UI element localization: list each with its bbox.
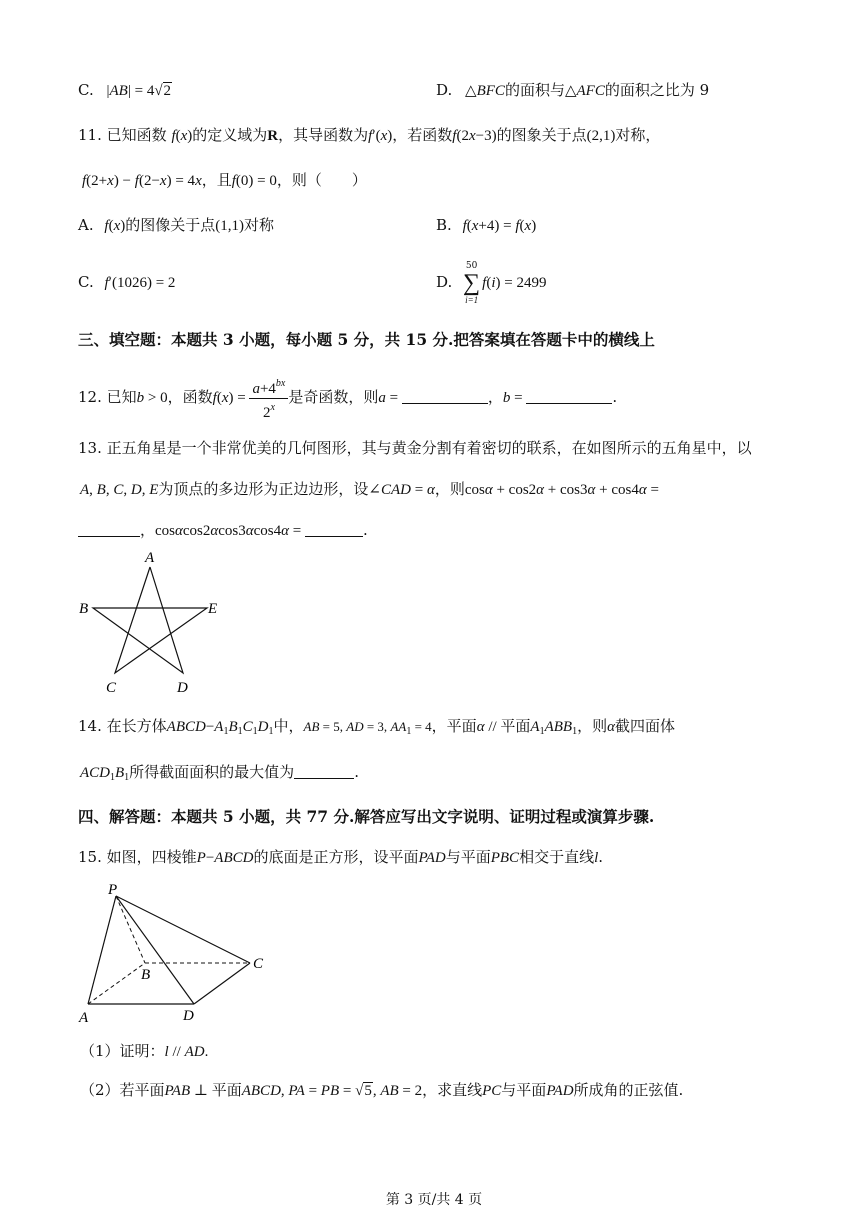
- q10-option-d: D. △BFC的面积与△AFC的面积之比为 9: [436, 81, 710, 99]
- q13-stem-line1: 13. 正五角星是一个非常优美的几何图形，其与黄金分割有着密切的联系，在如图所示的五角星中，以: [78, 439, 752, 457]
- edge-pa: [88, 896, 116, 1004]
- pentagram-figure: [70, 545, 230, 695]
- q15-part2: （2）若平面PAB ⊥ 平面ABCD, PA = PB = √5, AB = 2，求直线PC与平面PAD所成角的正弦值.: [80, 1081, 684, 1099]
- label-d: D: [177, 680, 188, 695]
- label-e: E: [208, 601, 218, 617]
- label-d: D: [183, 1008, 194, 1024]
- q11-option-c: C. f′(1026) = 2: [78, 273, 176, 291]
- section-4-title: 四、解答题：本题共 5 小题，共 77 分.解答应写出文字说明、证明过程或演算步骤.: [78, 807, 655, 826]
- label-a: A: [79, 1010, 89, 1026]
- q13-stem-line2: A, B, C, D, E为顶点的多边形为正边边形，设∠CAD = α，则cosα + cos2α + cos3α + cos4α =: [80, 480, 659, 498]
- q15-part1: （1）证明：l // AD.: [80, 1042, 209, 1060]
- q11-option-d: D. 50 ∑ i=1 f(i) = 2499: [436, 261, 547, 305]
- label-c: C: [106, 680, 117, 695]
- q11-stem-line2: f(2+x) − f(2−x) = 4x，且f(0) = 0，则（ ）: [82, 171, 367, 189]
- pyramid-figure: [70, 878, 280, 1028]
- label-p: P: [108, 882, 118, 898]
- q13-stem-line3: ，cosαcos2αcos3αcos4α = .: [78, 519, 368, 542]
- edge-pc: [116, 896, 250, 963]
- q14-stem-line2: $ACD_1B_1$所得截面面积的最大值为 .: [80, 763, 359, 783]
- q12-stem: 12. 已知b > 0，函数f(x) = $\frac{a+4^{bx}}{2^x}$ 是奇函数，则a = ，b = .: [78, 374, 617, 422]
- q11-stem-line1: 11. 已知函数 f(x)的定义域为R，其导函数为f′(x)，若函数f(2x−3)的图象关于点(2,1)对称，: [78, 126, 661, 144]
- label-b: B: [141, 967, 151, 983]
- label-b: B: [79, 601, 89, 617]
- edge-dc: [194, 963, 250, 1004]
- label-a: A: [145, 550, 155, 566]
- q11-option-b: B. f(x+4) = f(x): [436, 216, 537, 234]
- label-c: C: [253, 956, 264, 972]
- q15-stem: 15. 如图，四棱锥P−ABCD的底面是正方形，设平面PAD与平面PBC相交于直线l.: [78, 848, 604, 866]
- edge-pd: [116, 896, 194, 1004]
- q14-stem-line1: 14. 在长方体$ABCD-A_1B_1C_1D_1$中，AB = 5, AD = 3, $AA_1 = 4$，平面α // 平面$A_1ABB_1$，则α截四面体: [78, 717, 675, 737]
- page-footer: 第 3 页/共 4 页: [385, 1192, 483, 1208]
- pentagram-lines: [93, 567, 207, 673]
- q11-option-a: A. f(x)的图像关于点(1,1)对称: [78, 216, 275, 234]
- q10-option-c: C. |AB| = 4√2: [78, 81, 172, 99]
- section-3-title: 三、填空题：本题共 3 小题，每小题 5 分，共 15 分.把答案填在答题卡中的横线上: [78, 330, 655, 349]
